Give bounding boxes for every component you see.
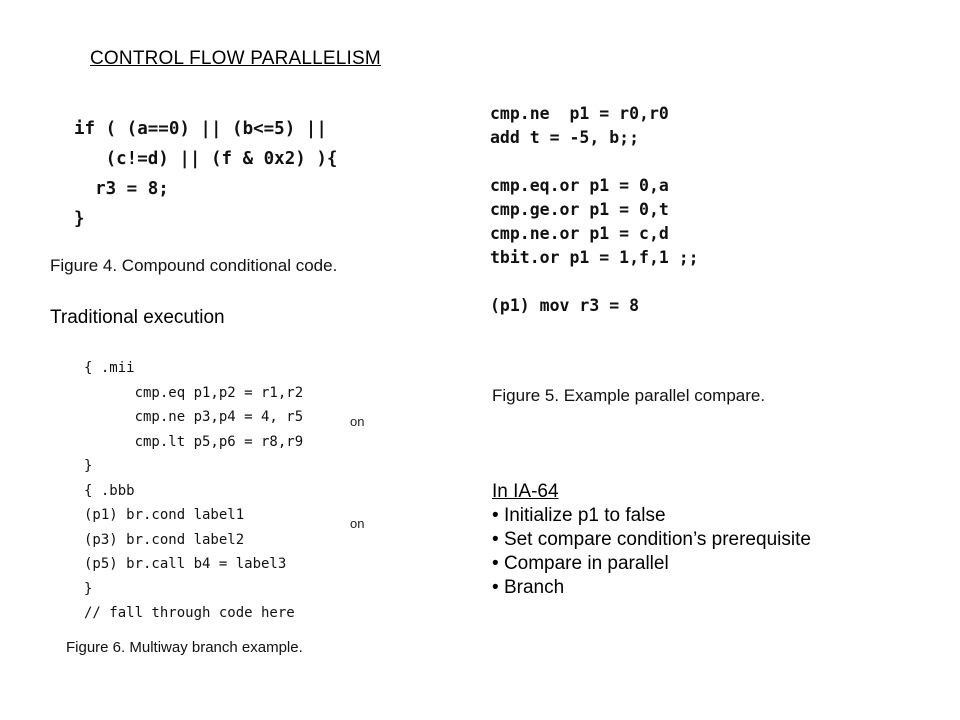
hidden-text-fragment: on <box>350 414 365 429</box>
figure4-caption: Figure 4. Compound conditional code. <box>50 256 338 275</box>
traditional-execution-label: Traditional execution <box>50 307 225 328</box>
figure6-code: { .mii cmp.eq p1,p2 = r1,r2 cmp.ne p3,p4 = 4, r5 cmp.lt p5,p6 = r8,r9 } { .bbb (p1) br.cond label1 (p3) br.cond label2 (p5) br.call b4 = label3 } // fall through code here <box>84 356 303 626</box>
figure4-code: if ( (a==0) || (b<=5) || (c!=d) || (f & 0x2) ){ r3 = 8; } <box>74 119 338 229</box>
ia64-summary <box>492 480 811 600</box>
hidden-text-fragment: on <box>350 516 365 531</box>
list-item: • Branch <box>492 576 811 600</box>
figure5-caption: Figure 5. Example parallel compare. <box>492 386 766 405</box>
list-item: • Set compare condition’s prerequisite <box>492 528 811 552</box>
ia64-bullet-list <box>492 504 811 600</box>
list-item: • Initialize p1 to false <box>492 504 811 528</box>
list-item: • Compare in parallel <box>492 552 811 576</box>
slide-title: CONTROL FLOW PARALLELISM <box>90 48 381 69</box>
figure5-code: cmp.ne p1 = r0,r0 add t = -5, b;; cmp.eq.or p1 = 0,a cmp.ge.or p1 = 0,t cmp.ne.or p1 = c,d tbit.or p1 = 1,f,1 ;; (p1) mov r3 = 8 <box>490 104 699 315</box>
ia64-heading: In IA-64 <box>492 481 559 502</box>
figure6-caption: Figure 6. Multiway branch example. <box>66 639 303 656</box>
